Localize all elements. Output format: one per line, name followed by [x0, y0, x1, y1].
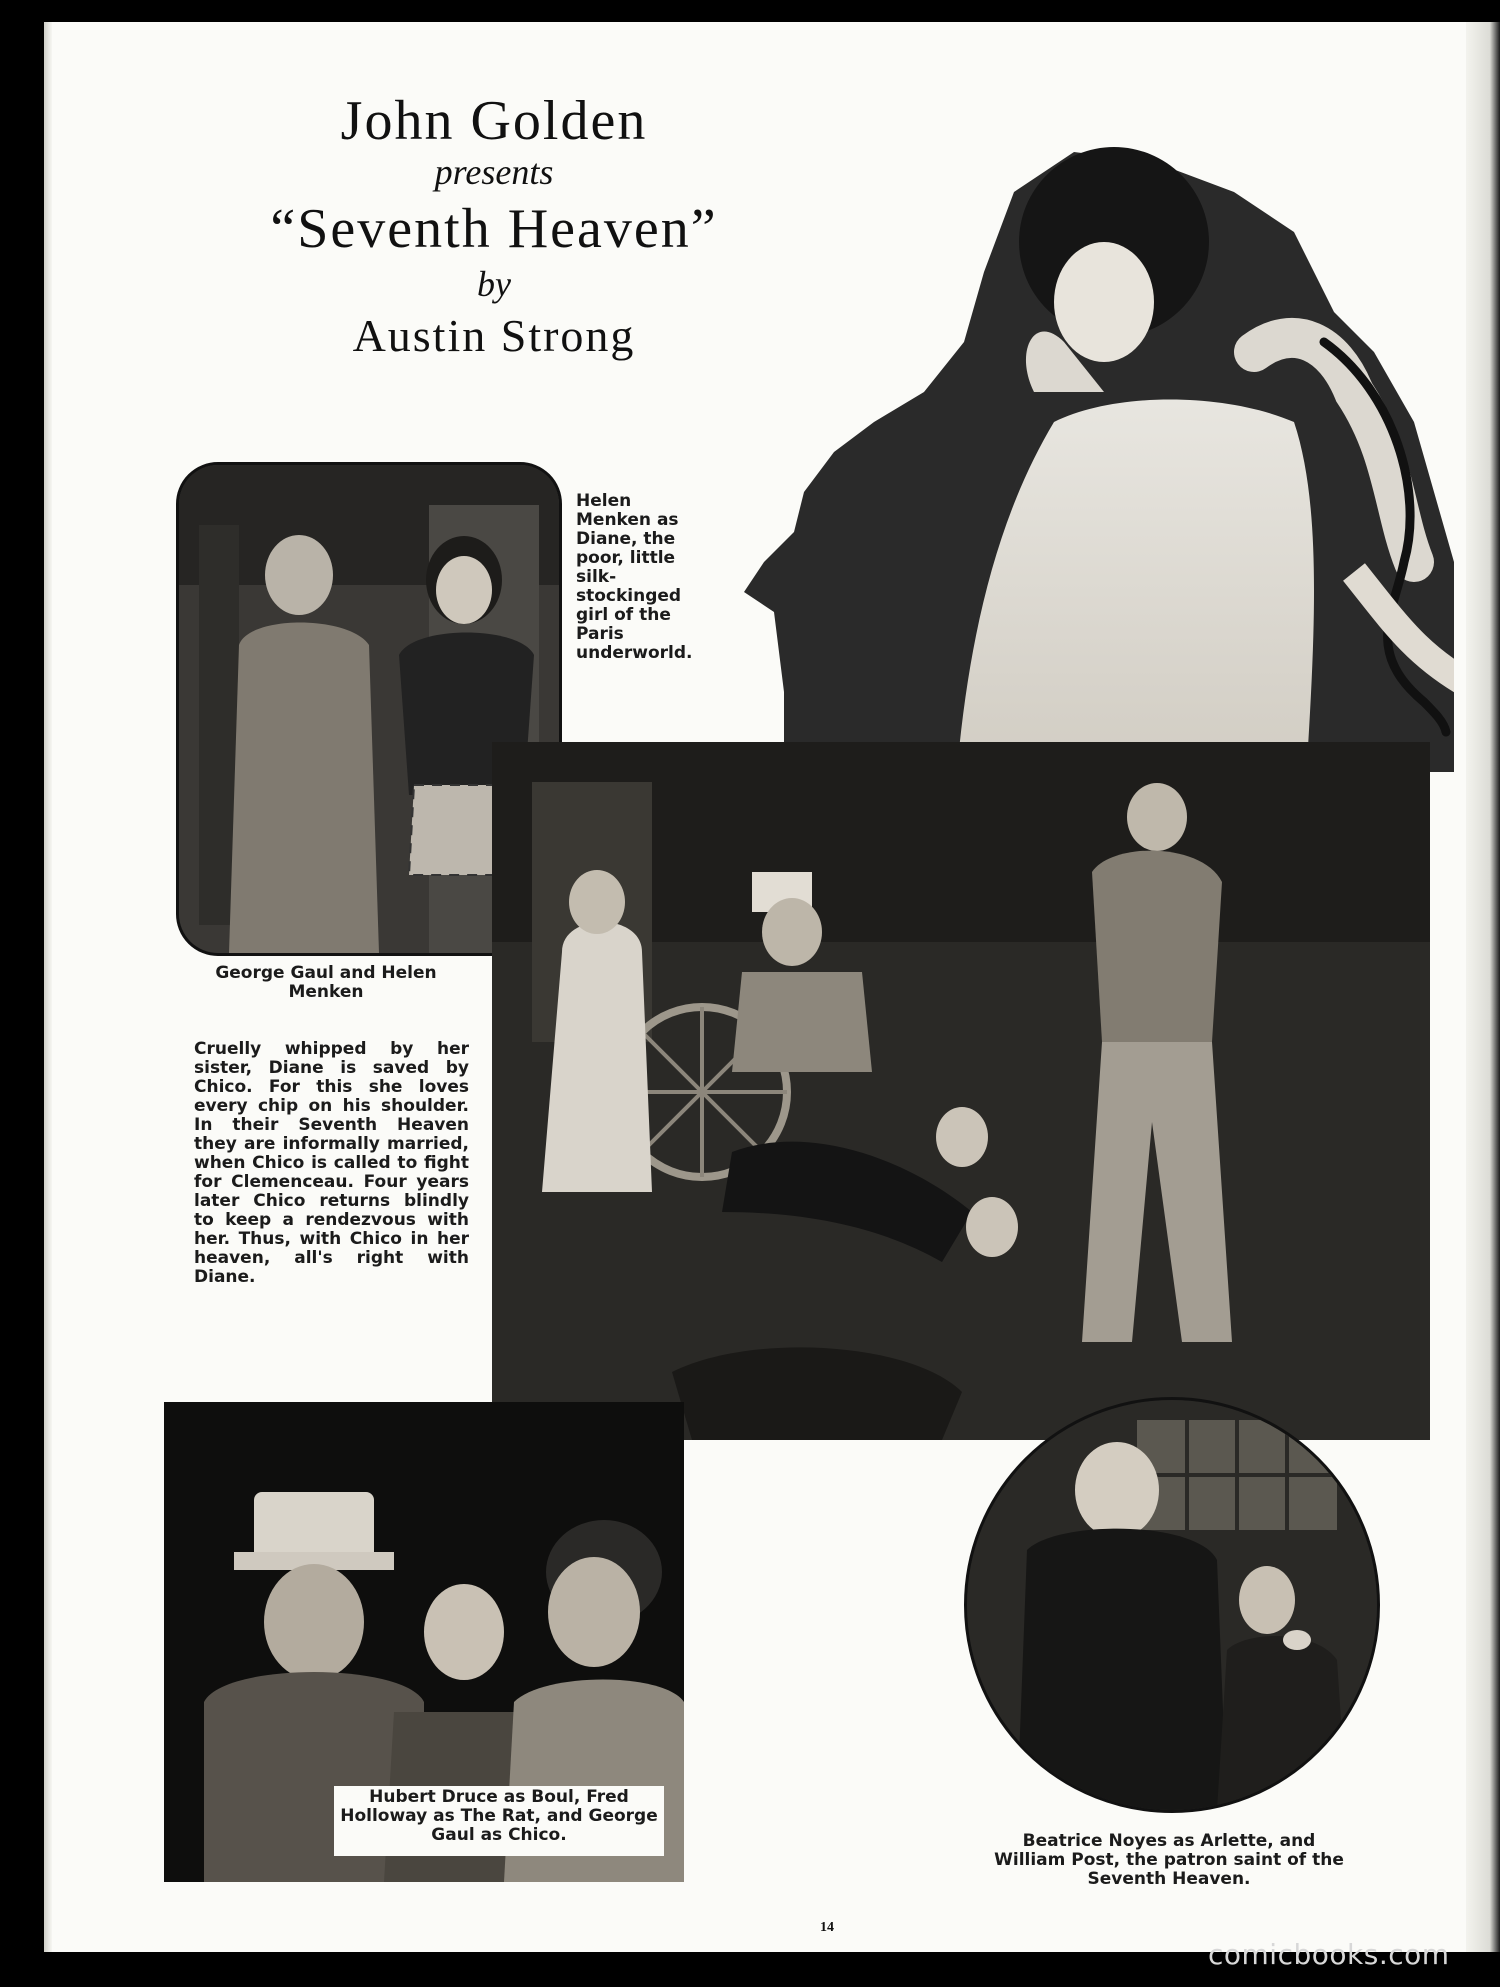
photo-street-scene [492, 742, 1430, 1440]
magazine-page [44, 22, 1472, 1952]
presents-line: presents [434, 151, 554, 192]
synopsis-text: Cruelly whipped by her sister, Diane is saved by Chico. For this she loves every chip on his shoulder. In their Seventh Heaven they are informally married, when Chico is called to fight for Clemenceau. Four years later Chico returns blindly to keep a rendezvous with her. Thus, with Chico in her heaven, all's right with Diane. [194, 1039, 469, 1288]
by-line: by [477, 263, 511, 304]
page-fold [1466, 22, 1500, 1952]
photo-arlette-circle [964, 1397, 1380, 1813]
page-binding [44, 22, 52, 1952]
author-name: Austin Strong [352, 309, 636, 361]
caption-gaul-menken: George Gaul and Helen Menken [215, 963, 437, 1003]
caption-arlette: Beatrice Noyes as Arlette, and William Post, the patron saint of the Seventh Heaven. [994, 1831, 1344, 1890]
producer-name: John Golden [340, 90, 648, 152]
play-title: “Seventh Heaven” [270, 197, 718, 260]
caption-diane: Helen Menken as Diane, the poor, little silk-stockinged girl of the Paris underworld. [576, 491, 693, 664]
page-number: 14 [820, 1920, 834, 1935]
watermark: comicbooks.com [1208, 1938, 1450, 1971]
photo-diane-cutout [634, 92, 1454, 772]
caption-trio: Hubert Druce as Boul, Fred Holloway as The Rat, and George Gaul as Chico. [340, 1787, 658, 1846]
